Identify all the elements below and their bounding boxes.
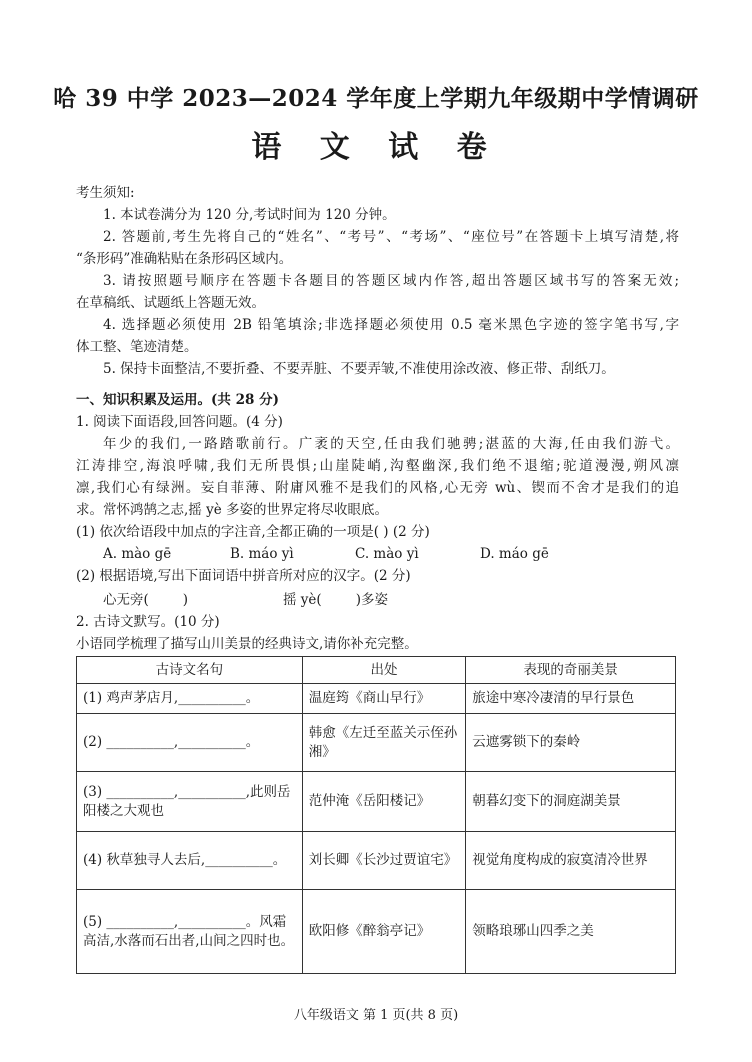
notice-line: 在草稿纸、试题纸上答题无效。 (76, 295, 265, 311)
passage-line: 求。常怀鸿鹄之志,摇 yè 多姿的世界定将尽收眼底。 (76, 502, 388, 518)
passage-line: 年少的我们,一路踏歌前行。广袤的天空,任由我们驰骋;湛蓝的大海,任由我们游弋。 (103, 436, 679, 452)
column-header: 古诗文名句 (77, 657, 303, 684)
notice-line: 体工整、笔迹清楚。 (76, 339, 198, 355)
word-suffix: ) (182, 592, 189, 608)
source-cell: 韩愈《左迁至蓝关示侄孙湘》 (302, 714, 466, 772)
notice-line: 1. 本试卷满分为 120 分,考试时间为 120 分钟。 (103, 207, 396, 223)
question-intro: 小语同学梳理了描写山川美景的经典诗文,请你补充完整。 (76, 636, 418, 652)
poem-table (76, 656, 676, 974)
word-prefix: 摇 yè( (283, 592, 322, 608)
passage-line: 凛,我们心有绿洲。妄自菲薄、附庸风雅不是我们的风格,心无旁 wù、锲而不舍才是我们的追 (76, 480, 679, 496)
notice-line: 4. 选择题必须使用 2B 铅笔填涂;非选择题必须使用 0.5 毫米黑色字迹的签字笔书写,字 (103, 317, 679, 333)
scene-cell: 领略琅琊山四季之美 (466, 890, 676, 974)
column-header: 出处 (302, 657, 466, 684)
notice-line: 2. 答题前,考生先将自己的“姓名”、“考号”、“考场”、“座位号”在答题卡上填写清楚,将 (103, 229, 679, 245)
question-stem: 1. 阅读下面语段,回答问题。(4 分) (76, 414, 283, 430)
option-d: D. máo gē (480, 546, 549, 562)
scene-cell: 朝暮幻变下的洞庭湖美景 (466, 772, 676, 832)
table-row (77, 832, 676, 890)
table-row (77, 772, 676, 832)
option-a: A. mào gē (103, 546, 172, 562)
scene-cell: 云遮雾锁下的秦岭 (466, 714, 676, 772)
section-heading: 一、知识积累及运用。(共 28 分) (76, 392, 279, 408)
table-row (77, 890, 676, 974)
exam-subtitle: 语 文 试 卷 (251, 130, 501, 165)
table-row (77, 714, 676, 772)
poem-line-cell: (2) __________,__________。 (77, 714, 303, 772)
scene-cell: 旅途中寒冷凄清的早行景色 (466, 684, 676, 714)
notice-heading: 考生须知: (76, 185, 135, 201)
poem-line-cell: (5) __________,__________。风霜高洁,水落而石出者,山间之四时也。 (77, 890, 303, 974)
notice-line: “条形码”准确粘贴在条形码区域内。 (76, 251, 293, 267)
fill-word-2 (283, 590, 388, 610)
poem-line-cell: (4) 秋草独寻人去后,__________。 (77, 832, 303, 890)
poem-line-cell: (3) __________,__________,此则岳阳楼之大观也 (77, 772, 303, 832)
fill-word-1 (103, 590, 188, 610)
word-prefix: 心无旁( (103, 592, 149, 608)
option-c: C. mào yì (355, 546, 419, 562)
source-cell: 欧阳修《醉翁亭记》 (302, 890, 466, 974)
option-b: B. máo yì (230, 546, 294, 562)
table-header-row (77, 657, 676, 684)
sub-question: (1) 依次给语段中加点的字注音,全都正确的一项是( ) (2 分) (76, 524, 430, 540)
sub-question: (2) 根据语境,写出下面词语中拼音所对应的汉字。(2 分) (76, 568, 411, 584)
scene-cell: 视觉角度构成的寂寞清冷世界 (466, 832, 676, 890)
question-stem: 2. 古诗文默写。(10 分) (76, 614, 220, 630)
column-header: 表现的奇丽美景 (466, 657, 676, 684)
table-row (77, 684, 676, 714)
word-suffix: )多姿 (355, 592, 388, 608)
notice-line: 3. 请按照题号顺序在答题卡各题目的答题区域内作答,超出答题区域书写的答案无效; (103, 273, 679, 289)
exam-title: 哈 39 中学 2023—2024 学年度上学期九年级期中学情调研 (53, 85, 699, 112)
source-cell: 范仲淹《岳阳楼记》 (302, 772, 466, 832)
source-cell: 温庭筠《商山早行》 (302, 684, 466, 714)
page-footer: 八年级语文 第 1 页(共 8 页) (293, 1008, 459, 1023)
passage-line: 江涛排空,海浪呼啸,我们无所畏惧;山崖陡峭,沟壑幽深,我们绝不退缩;驼道漫漫,朔风凛 (76, 458, 679, 474)
notice-line: 5. 保持卡面整洁,不要折叠、不要弄脏、不要弄皱,不准使用涂改液、修正带、刮纸刀。 (103, 361, 615, 377)
source-cell: 刘长卿《长沙过贾谊宅》 (302, 832, 466, 890)
poem-line-cell: (1) 鸡声茅店月,__________。 (77, 684, 303, 714)
